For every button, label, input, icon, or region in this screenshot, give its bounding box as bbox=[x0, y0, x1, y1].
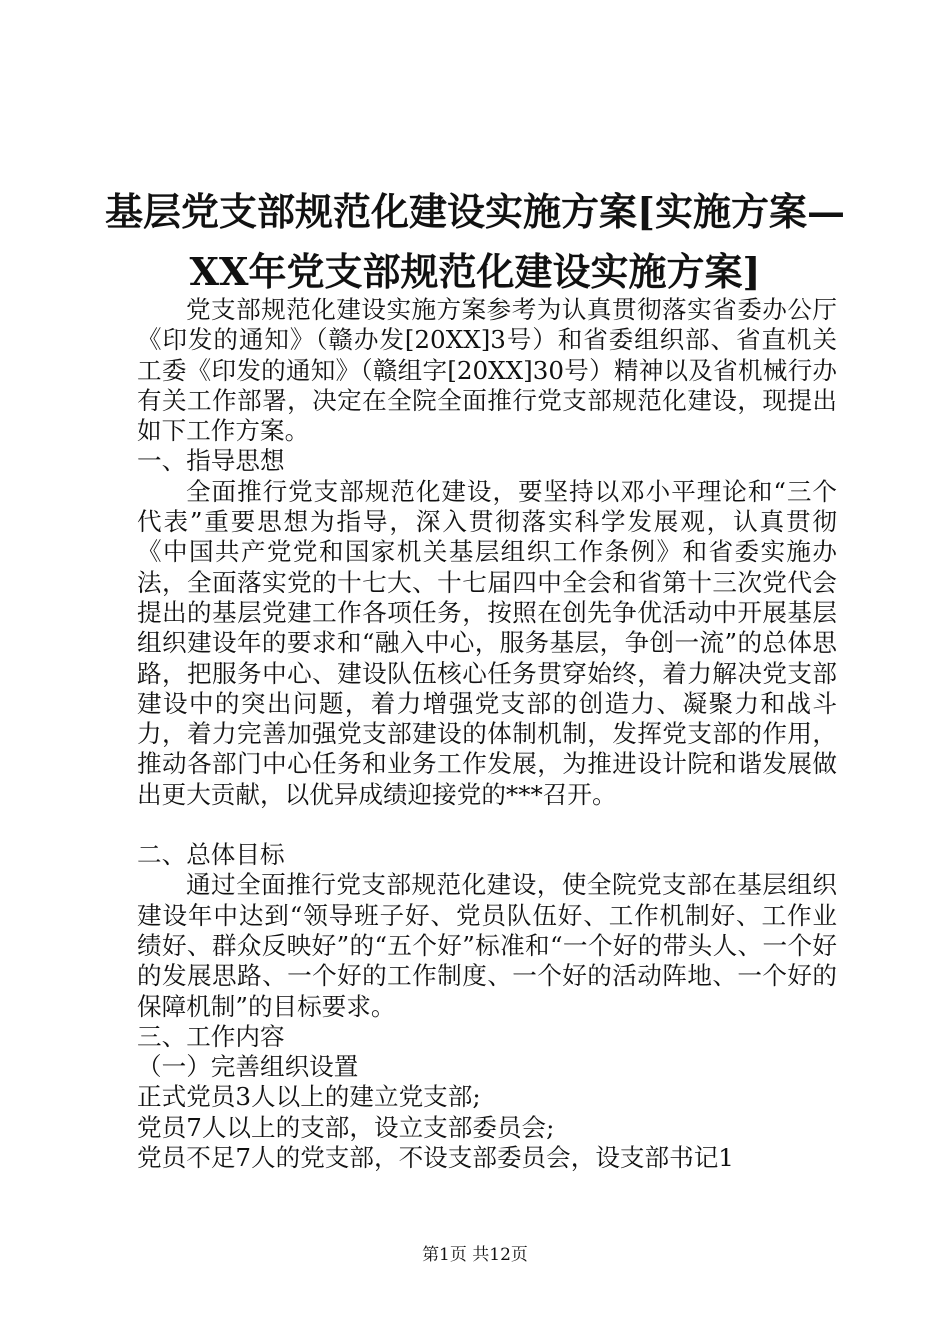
section-heading-2: 二、总体目标 bbox=[137, 840, 285, 870]
document-body bbox=[137, 295, 837, 1173]
list-item-3: 党员不足7人的党支部，不设支部委员会，设支部书记1 bbox=[137, 1143, 734, 1173]
blank-line bbox=[137, 810, 837, 840]
paragraph-guiding-thought: 全面推行党支部规范化建设，要坚持以邓小平理论和“三个代表”重要思想为指导，深入贯彻落实科学发展观，认真贯彻《中国共产党党和国家机关基层组织工作条例》和省委实施办法，全面落实党的十七大、十七届四中全会和省第十三次党代会提出的基层党建工作各项任务，按照在创先争优活动中开展基层组织建设年的要求和“融入中心，服务基层，争创一流”的总体思路，把服务中心、建设队伍核心任务贯穿始终，着力解决党支部建设中的突出问题，着力增强党支部的创造力、凝聚力和战斗力，着力完善加强党支部建设的体制机制，发挥党支部的作用，推动各部门中心任务和业务工作发展，为推进设计院和谐发展做出更大贡献，以优异成绩迎接党的***召开。 bbox=[137, 476, 837, 809]
paragraph-overall-goal: 通过全面推行党支部规范化建设，使全院党支部在基层组织建设年中达到“领导班子好、党员队伍好、工作机制好、工作业绩好、群众反映好”的“五个好”标准和“一个好的带头人、一个好的发展思路、一个好的工作制度、一个好的活动阵地、一个好的保障机制”的目标要求。 bbox=[137, 870, 837, 1021]
page-footer: 第1页 共12页 bbox=[422, 1245, 528, 1265]
section-heading-1: 一、指导思想 bbox=[137, 446, 285, 476]
document-title-line-1: 基层党支部规范化建设实施方案[实施方案— bbox=[105, 189, 845, 234]
document-title-line-2: XX年党支部规范化建设实施方案] bbox=[189, 249, 761, 294]
paragraph-intro: 党支部规范化建设实施方案参考为认真贯彻落实省委办公厅《印发的通知》（赣办发[20XX]3号）和省委组织部、省直机关工委《印发的通知》（赣组字[20XX]30号）精神以及省机械行办有关工作部署，决定在全院全面推行党支部规范化建设，现提出如下工作方案。 bbox=[137, 295, 837, 446]
section-heading-3: 三、工作内容 bbox=[137, 1021, 285, 1051]
subsection-heading-1: （一）完善组织设置 bbox=[137, 1052, 359, 1082]
list-item-2: 党员7人以上的支部，设立支部委员会; bbox=[137, 1112, 555, 1142]
list-item-1: 正式党员3人以上的建立党支部; bbox=[137, 1082, 481, 1112]
